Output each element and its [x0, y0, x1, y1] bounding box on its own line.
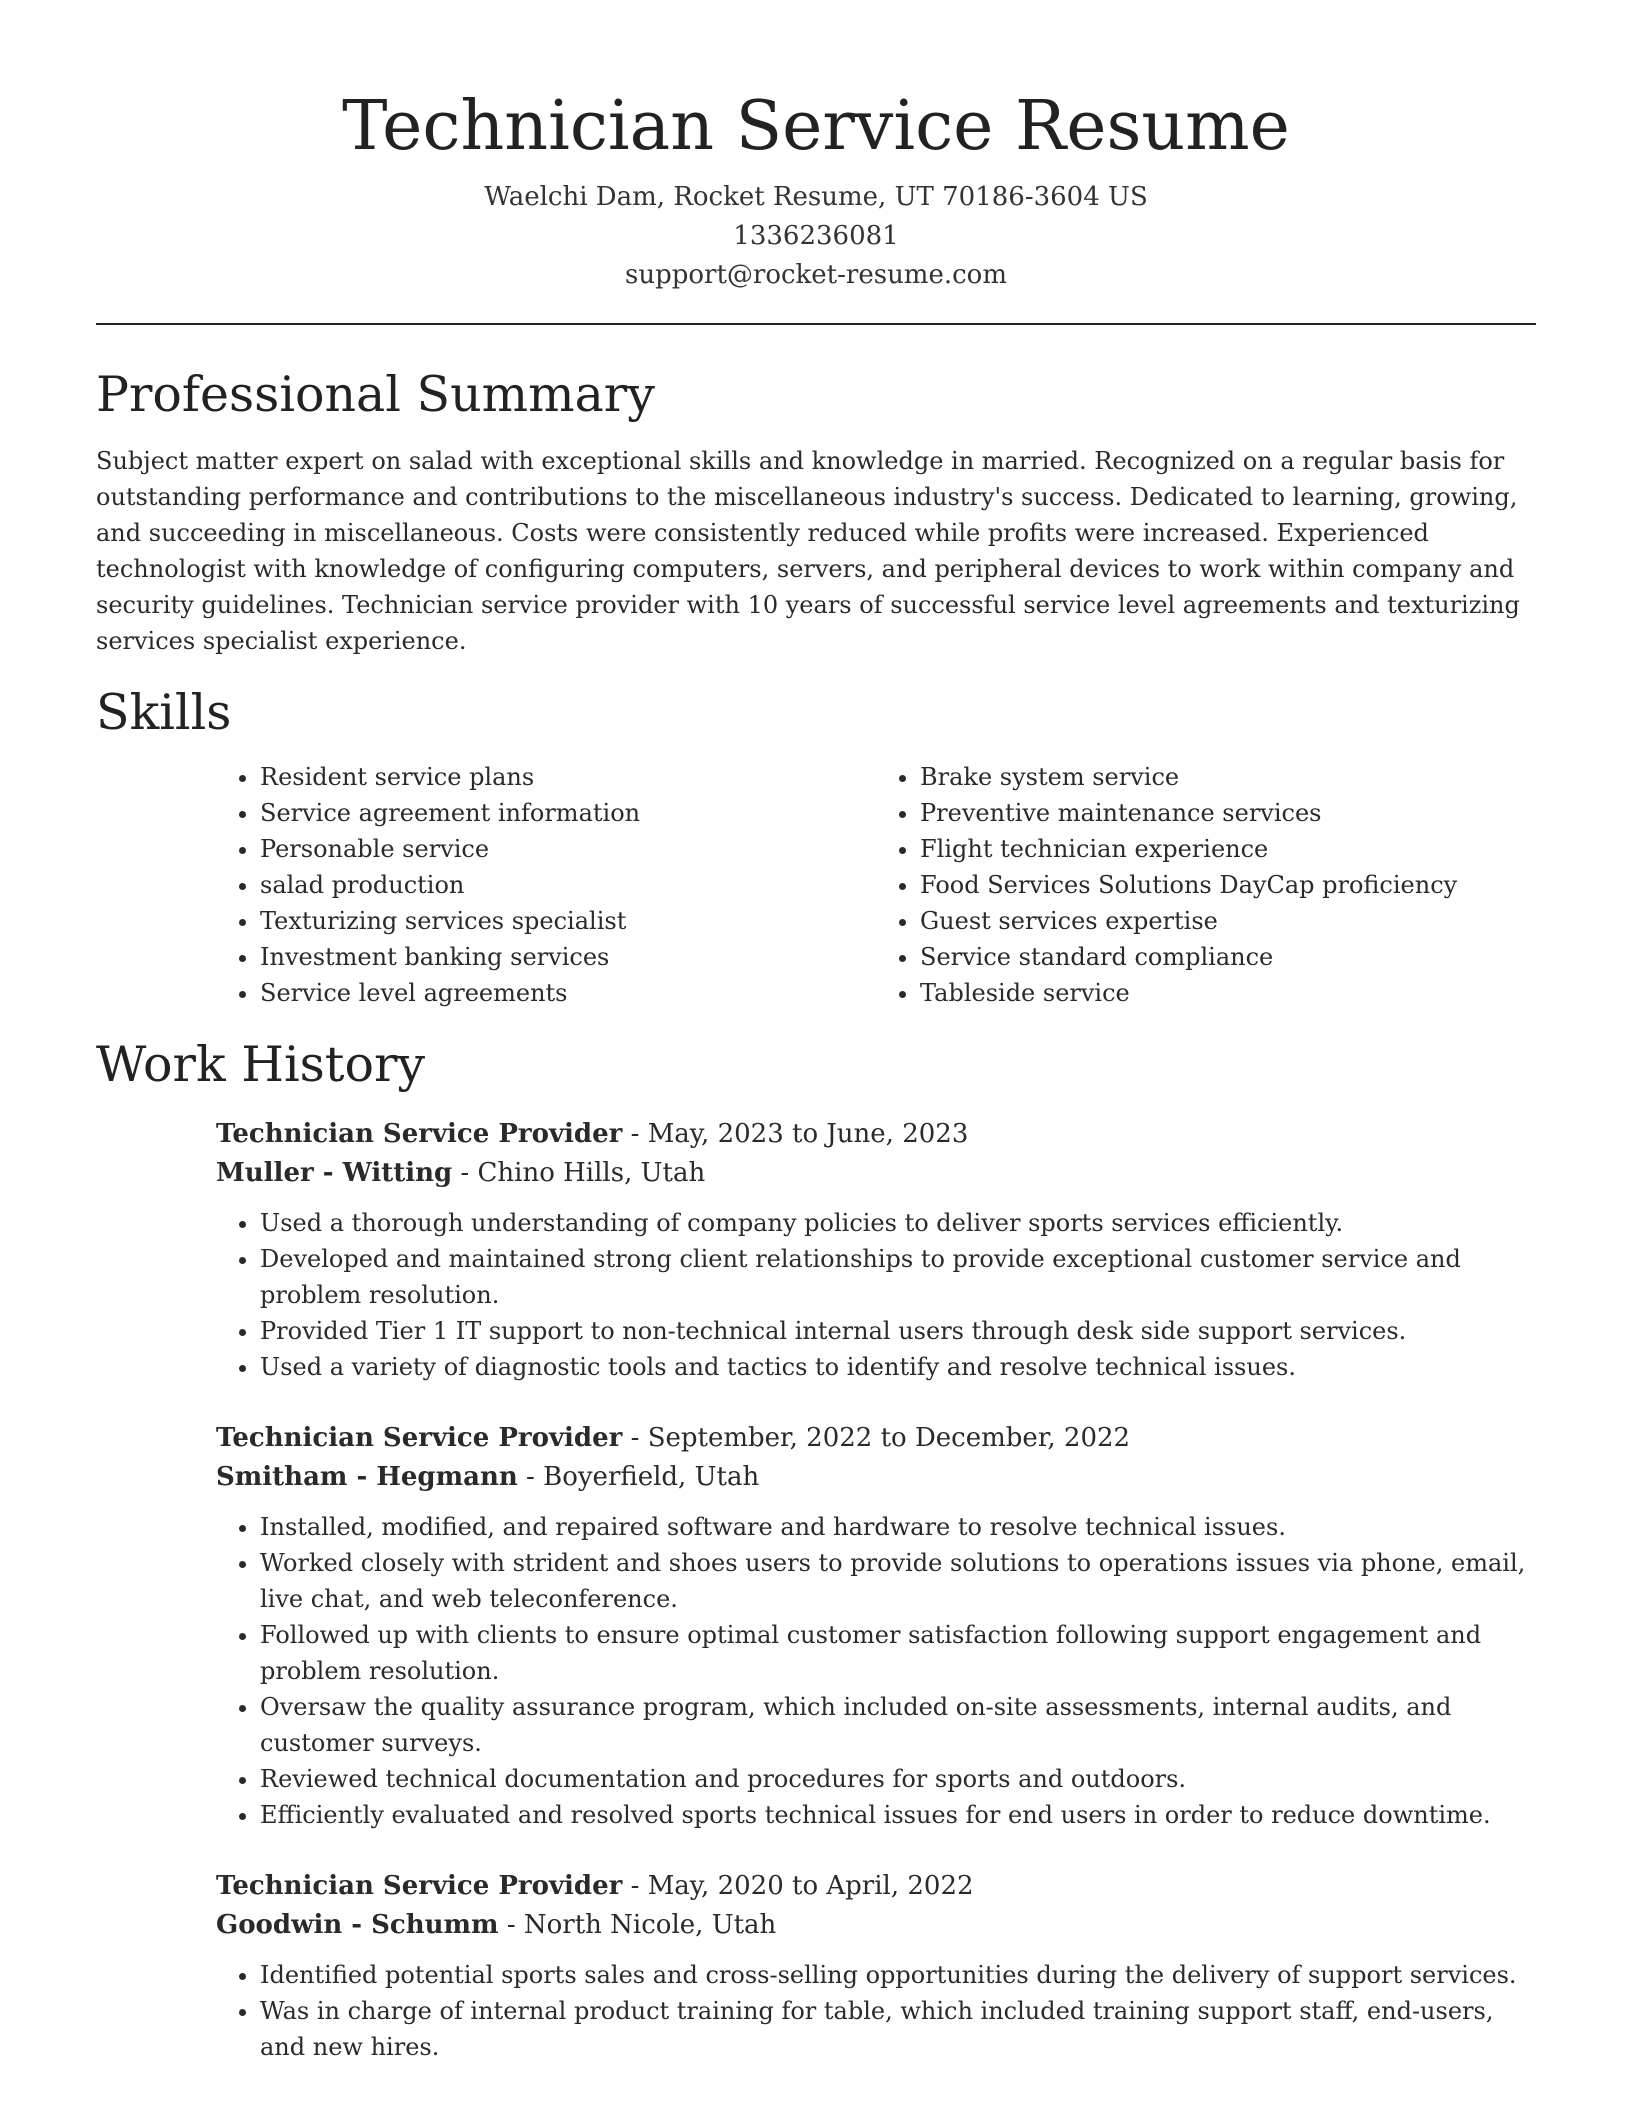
summary-text: Subject matter expert on salad with exceptional skills and knowledge in married. Recognized on a regular basis for outstanding performance and contributions to the miscellaneous industry's success. Dedicated to learning, growing, and succeeding in miscellaneous. Costs were consistently reduced while profits were increased. Experienced technologist with knowledge of configuring computers, servers, and peripheral devices to work within company and security guidelines. Technician service provider with 10 years of successful service level agreements and texturizing services specialist experience.	[96, 447, 1520, 655]
job-bullet-list	[216, 1509, 1536, 1833]
skills-list-right	[876, 759, 1536, 1011]
job-bullet: • Reviewed technical documentation and procedures for sports and outdoors.	[260, 1761, 1536, 1797]
job-title-line: Technician Service Provider - May, 2020 to April, 2022	[216, 1871, 974, 1901]
job-entry	[216, 1419, 1536, 1833]
job-bullet-list	[216, 1205, 1536, 1385]
skills-columns	[216, 759, 1536, 1011]
skills-heading: Skills	[96, 684, 232, 741]
job-bullet-list	[216, 1957, 1536, 2065]
job-location: North Nicole, Utah	[523, 1910, 777, 1940]
resume-header	[96, 0, 1536, 295]
job-entry	[216, 1115, 1536, 1385]
skill-item: • Food Services Solutions DayCap proficiency	[920, 867, 1536, 903]
job-entry	[216, 1867, 1536, 2065]
skills-section	[96, 681, 1536, 1011]
skill-item: • Personable service	[260, 831, 876, 867]
contact-email: support@rocket-resume.com	[624, 260, 1007, 290]
resume-page	[96, 0, 1536, 2065]
job-dates: May, 2020 to April, 2022	[647, 1871, 974, 1901]
skill-item: • salad production	[260, 867, 876, 903]
job-bullet: • Oversaw the quality assurance program, which included on-site assessments, internal audits, and customer surveys.	[260, 1689, 1536, 1761]
contact-phone: 1336236081	[733, 221, 899, 251]
skill-item: • Preventive maintenance services	[920, 795, 1536, 831]
job-company: Goodwin - Schumm	[216, 1910, 499, 1940]
work-history-heading: Work History	[96, 1036, 426, 1093]
job-bullet: • Was in charge of internal product training for table, which included training support staff, end-users, and new hires.	[260, 1993, 1536, 2065]
job-title-line: Technician Service Provider - September, 2022 to December, 2022	[216, 1423, 1131, 1453]
skill-item: • Guest services expertise	[920, 903, 1536, 939]
job-bullet: • Developed and maintained strong client relationships to provide exceptional customer service and problem resolution.	[260, 1241, 1536, 1313]
contact-info	[96, 178, 1536, 295]
job-title: Technician Service Provider	[216, 1871, 623, 1901]
header-divider	[96, 323, 1536, 325]
job-company-line: Goodwin - Schumm - North Nicole, Utah	[216, 1910, 777, 1940]
job-title: Technician Service Provider	[216, 1119, 623, 1149]
skills-list-left	[216, 759, 876, 1011]
skill-item: • Resident service plans	[260, 759, 876, 795]
job-dates: September, 2022 to December, 2022	[647, 1423, 1131, 1453]
job-company: Muller - Witting	[216, 1158, 453, 1188]
job-company-line: Smitham - Hegmann - Boyerfield, Utah	[216, 1462, 760, 1492]
skill-item: • Service level agreements	[260, 975, 876, 1011]
work-history-section	[96, 1033, 1536, 2065]
job-company-line: Muller - Witting - Chino Hills, Utah	[216, 1158, 706, 1188]
job-bullet: • Efficiently evaluated and resolved sports technical issues for end users in order to reduce downtime.	[260, 1797, 1536, 1833]
skill-item: • Investment banking services	[260, 939, 876, 975]
job-dates: May, 2023 to June, 2023	[647, 1119, 969, 1149]
summary-section	[96, 363, 1536, 659]
job-bullet: • Followed up with clients to ensure optimal customer satisfaction following support engagement and problem resolution.	[260, 1617, 1536, 1689]
skill-item: • Service agreement information	[260, 795, 876, 831]
job-location: Chino Hills, Utah	[477, 1158, 706, 1188]
skill-item: • Tableside service	[920, 975, 1536, 1011]
job-bullet: • Used a thorough understanding of company policies to deliver sports services efficiently.	[260, 1205, 1536, 1241]
job-bullet: • Used a variety of diagnostic tools and tactics to identify and resolve technical issues.	[260, 1349, 1536, 1385]
skill-item: • Service standard compliance	[920, 939, 1536, 975]
job-location: Boyerfield, Utah	[543, 1462, 760, 1492]
job-title-line: Technician Service Provider - May, 2023 to June, 2023	[216, 1119, 969, 1149]
job-bullet: • Worked closely with strident and shoes users to provide solutions to operations issues via phone, email, live chat, and web teleconference.	[260, 1545, 1536, 1617]
job-bullet: • Identified potential sports sales and cross-selling opportunities during the delivery of support services.	[260, 1957, 1536, 1993]
job-company: Smitham - Hegmann	[216, 1462, 518, 1492]
job-title: Technician Service Provider	[216, 1423, 623, 1453]
skill-item: • Flight technician experience	[920, 831, 1536, 867]
summary-heading: Professional Summary	[96, 366, 655, 423]
resume-title: Technician Service Resume	[342, 87, 1290, 166]
job-bullet: • Installed, modified, and repaired software and hardware to resolve technical issues.	[260, 1509, 1536, 1545]
skill-item: • Brake system service	[920, 759, 1536, 795]
job-bullet: • Provided Tier 1 IT support to non-technical internal users through desk side support services.	[260, 1313, 1536, 1349]
skill-item: • Texturizing services specialist	[260, 903, 876, 939]
contact-address: Waelchi Dam, Rocket Resume, UT 70186-3604 US	[484, 182, 1148, 212]
